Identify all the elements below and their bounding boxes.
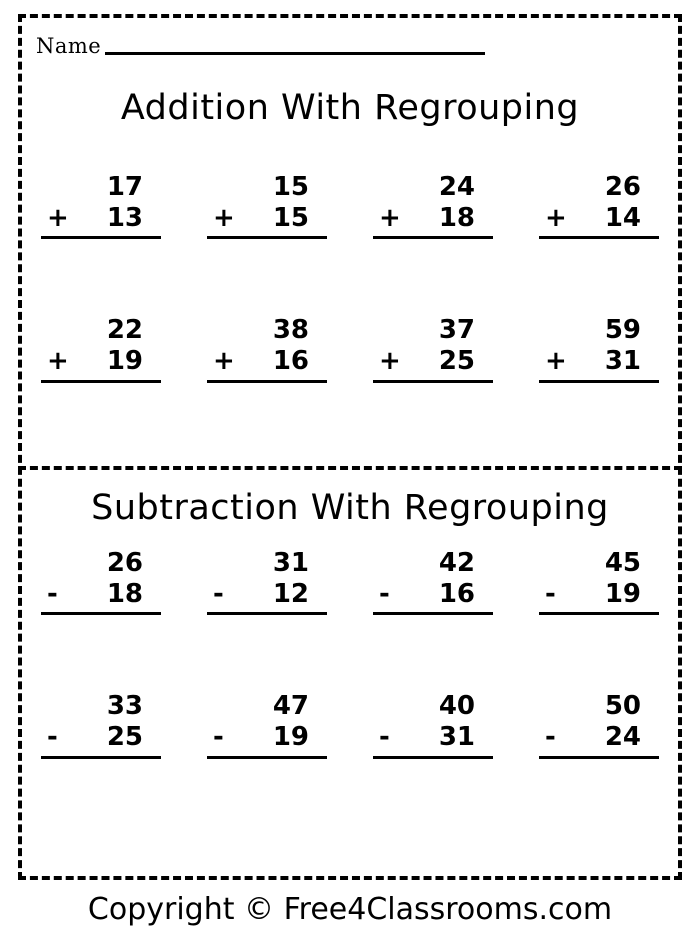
problem-bottom-number: 12 [272, 578, 309, 609]
problem-bottom-row [41, 579, 161, 616]
problem-item [539, 691, 659, 758]
problem-item [539, 315, 659, 382]
problem-operator: + [379, 346, 401, 377]
problem-bottom-number: 25 [106, 722, 143, 753]
problem-bottom-number: 16 [438, 578, 475, 609]
problem-top-number: 38 [272, 315, 309, 346]
addition-problem-grid [18, 172, 682, 383]
problem-operator: + [545, 202, 567, 233]
problem-operator: + [545, 346, 567, 377]
problem-operator: - [47, 578, 58, 609]
problem-bottom-number: 18 [438, 202, 475, 233]
problem-item [41, 548, 161, 615]
problem-top-number: 26 [604, 172, 641, 202]
problem-item [207, 315, 327, 382]
problem-bottom-number: 31 [438, 722, 475, 753]
problem-operator: - [379, 578, 390, 609]
problem-item [207, 691, 327, 758]
name-field-row [36, 36, 485, 57]
problem-bottom-row [373, 346, 493, 383]
problem-item [207, 172, 327, 239]
problem-bottom-row [41, 346, 161, 383]
problem-item [373, 548, 493, 615]
problem-top-number: 40 [438, 691, 475, 722]
problem-bottom-number: 15 [272, 202, 309, 233]
problem-bottom-row [207, 722, 327, 759]
copyright-notice: Copyright © Free4Classrooms.com [87, 892, 613, 927]
problem-bottom-number: 25 [438, 346, 475, 377]
problem-top-number: 33 [106, 691, 143, 722]
problem-operator: - [47, 722, 58, 753]
problem-top-number: 59 [604, 315, 641, 346]
problem-top-number: 50 [604, 691, 641, 722]
problem-item [41, 315, 161, 382]
problem-item [373, 691, 493, 758]
problem-top-number: 31 [272, 548, 309, 578]
problem-top-number: 37 [438, 315, 475, 346]
problem-item [41, 172, 161, 239]
problem-item [207, 548, 327, 615]
problem-bottom-number: 13 [106, 202, 143, 233]
name-label: Name [36, 34, 102, 58]
problem-operator: - [213, 722, 224, 753]
problem-operator: - [213, 578, 224, 609]
problem-top-number: 45 [604, 548, 641, 578]
problem-item [373, 315, 493, 382]
problem-operator: + [213, 346, 235, 377]
subtraction-problem-grid [18, 548, 682, 759]
problem-operator: - [545, 578, 556, 609]
problem-bottom-row [539, 203, 659, 240]
problem-operator: + [379, 202, 401, 233]
problem-bottom-number: 16 [272, 346, 309, 377]
section-divider [18, 466, 682, 470]
problem-bottom-row [207, 346, 327, 383]
problem-operator: - [545, 722, 556, 753]
problem-operator: + [47, 346, 69, 377]
problem-bottom-row [41, 203, 161, 240]
problem-top-number: 22 [106, 315, 143, 346]
problem-bottom-row [539, 346, 659, 383]
problem-operator: + [213, 202, 235, 233]
problem-bottom-row [373, 579, 493, 616]
problem-bottom-row [539, 579, 659, 616]
problem-bottom-row [539, 722, 659, 759]
problem-bottom-number: 18 [106, 578, 143, 609]
problem-item [373, 172, 493, 239]
problem-bottom-row [373, 203, 493, 240]
problem-bottom-number: 19 [272, 722, 309, 753]
problem-top-number: 47 [272, 691, 309, 722]
problem-top-number: 15 [272, 172, 309, 202]
problem-item [539, 548, 659, 615]
problem-bottom-row [373, 722, 493, 759]
problem-bottom-number: 19 [106, 346, 143, 377]
problem-bottom-row [207, 579, 327, 616]
problem-bottom-number: 31 [604, 346, 641, 377]
problem-item [41, 691, 161, 758]
problem-item [539, 172, 659, 239]
problem-operator: + [47, 202, 69, 233]
problem-top-number: 42 [438, 548, 475, 578]
problem-operator: - [379, 722, 390, 753]
subtraction-section-title: Subtraction With Regrouping [91, 488, 609, 528]
problem-top-number: 17 [106, 172, 143, 202]
problem-bottom-row [207, 203, 327, 240]
problem-top-number: 26 [106, 548, 143, 578]
problem-bottom-number: 14 [604, 202, 641, 233]
name-write-line[interactable] [105, 52, 485, 55]
problem-bottom-number: 24 [604, 722, 641, 753]
problem-top-number: 24 [438, 172, 475, 202]
problem-bottom-row [41, 722, 161, 759]
problem-bottom-number: 19 [604, 578, 641, 609]
addition-section-title: Addition With Regrouping [120, 88, 580, 128]
